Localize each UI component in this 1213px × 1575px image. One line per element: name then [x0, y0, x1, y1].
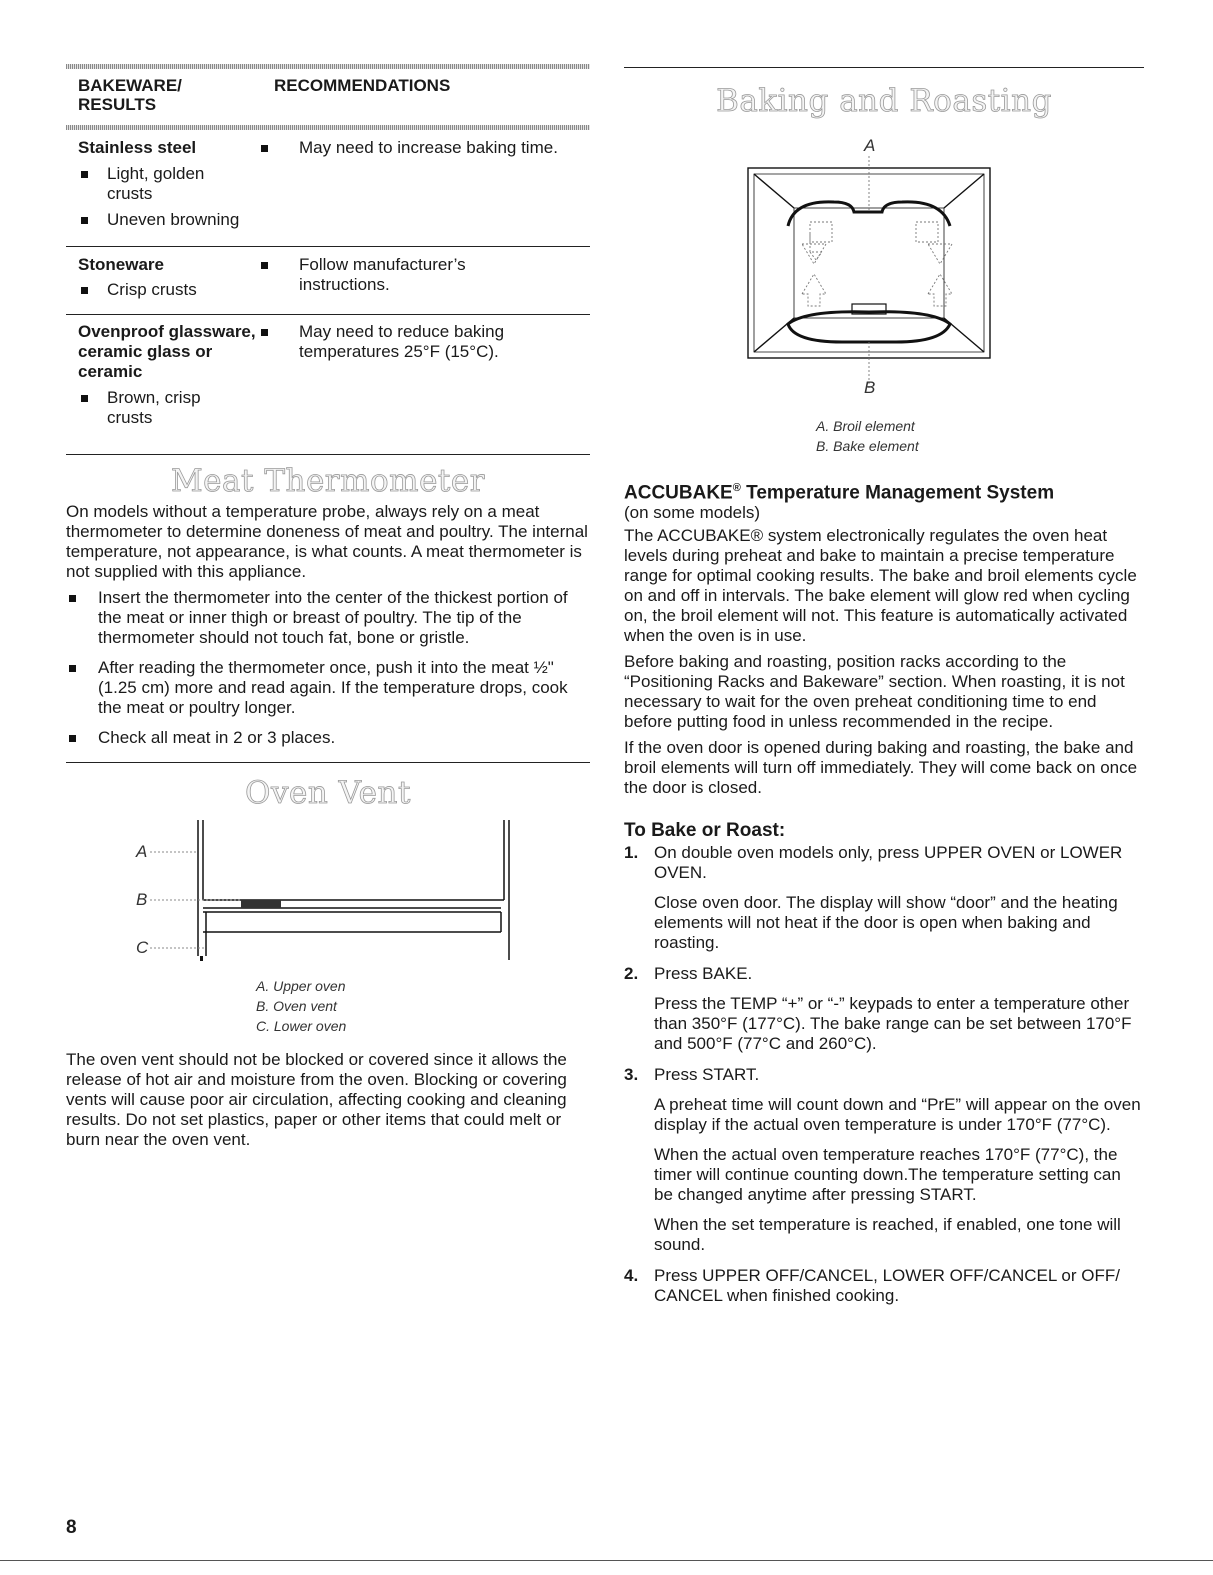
step-text: When the actual oven temperature reaches 170°F (77°C), the timer will continue counting down.The temperature setting can be changed anytime after pressing START.: [654, 1145, 1121, 1204]
material-name: Stoneware: [78, 255, 164, 274]
step-text: Press UPPER OFF/CANCEL, LOWER OFF/CANCEL or OFF/ CANCEL when finished cooking.: [654, 1266, 1120, 1305]
list-item: After reading the thermometer once, push it into the meat ½" (1.25 cm) more and read again. If the temperature drops, cook the meat or poultry longer.: [66, 658, 590, 718]
header-recommendations: RECOMMENDATIONS: [274, 76, 451, 95]
recommendation-item: May need to reduce baking temperatures 25°F (15°C).: [258, 322, 539, 362]
bake-steps-list: [624, 843, 1144, 1317]
list-item: [624, 1065, 1144, 1255]
accubake-heading: [624, 477, 1144, 504]
vent-label-b: B: [136, 890, 148, 909]
oven-cavity-illustration: [742, 156, 1002, 396]
caption-broil-element: A. Broil element: [816, 418, 915, 434]
vent-label-a: A: [136, 842, 148, 861]
step-number: 3.: [624, 1065, 639, 1084]
step-text: Press START.: [654, 1065, 760, 1084]
step-text: Close oven door. The display will show “door” and the heating elements will not heat if the door is open when baking and roasting.: [654, 893, 1118, 952]
result-item: Light, golden crusts: [78, 164, 227, 204]
list-item: Check all meat in 2 or 3 places.: [66, 728, 590, 748]
result-item: Uneven browning: [78, 210, 268, 230]
page-number: 8: [66, 1517, 77, 1538]
accubake-heading-brand: ACCUBAKE: [624, 482, 733, 504]
meat-thermometer-list: [66, 588, 590, 758]
caption-upper-oven: A. Upper oven: [256, 978, 346, 994]
oven-vent-illustration: [136, 816, 526, 976]
meat-thermometer-intro: On models without a temperature probe, always rely on a meat thermometer to determine doneness of meat and poultry. The internal temperature, not appearance, is what counts. A meat thermometer is not supplied with this appliance.: [66, 502, 588, 581]
result-item: Crisp crusts: [78, 280, 268, 300]
material-name: Stainless steel: [78, 138, 197, 157]
step-text: Press the TEMP “+” or “-” keypads to enter a temperature other than 350°F (177°C). The bake range can be set between 170°F and 500°F (77°C and 260°C).: [654, 994, 1132, 1053]
vent-label-c: C: [136, 938, 149, 957]
oven-vent-title: Oven Vent: [245, 775, 411, 811]
oven-vent-text: The oven vent should not be blocked or covered since it allows the release of hot air and moisture from the oven. Blocking or covering vents will cause poor air circulation, affecting cooking and cleaning results. Do not set plastics, paper or other items that could melt or burn near the oven vent.: [66, 1050, 567, 1149]
section-divider: [66, 454, 590, 455]
recommendation-item: Follow manufacturer’s instructions.: [258, 255, 499, 295]
step-text: When the set temperature is reached, if enabled, one tone will sound.: [654, 1215, 1121, 1254]
baking-roasting-captions: [816, 416, 919, 456]
accubake-paragraph: If the oven door is opened during baking and roasting, the bake and broil elements will turn off immediately. They will come back on once the door is closed.: [624, 738, 1138, 797]
oven-vent-captions: [256, 976, 346, 1036]
element-label-a: A: [864, 136, 876, 155]
caption-oven-vent: B. Oven vent: [256, 998, 337, 1014]
section-divider: [66, 762, 590, 763]
section-divider: [624, 67, 1144, 68]
material-name: Ovenproof glassware, ceramic glass or ceramic: [78, 322, 256, 381]
list-item: [624, 964, 1144, 1054]
accubake-paragraph: Before baking and roasting, position racks according to the “Positioning Racks and Bakeware” section. When roasting, it is not necessary to wait for the oven preheat conditioning time to end before putting food in unless recommended in the recipe.: [624, 652, 1125, 731]
header-bakeware-results: BAKEWARE/ RESULTS: [78, 76, 182, 114]
baking-roasting-title: Baking and Roasting: [716, 83, 1052, 119]
step-text: On double oven models only, press UPPER OVEN or LOWER OVEN.: [654, 843, 1123, 882]
table-top-border: [66, 64, 590, 69]
table-divider: [66, 314, 590, 315]
result-item: Brown, crisp crusts: [78, 388, 217, 428]
step-text: Press BAKE.: [654, 964, 753, 983]
step-text: A preheat time will count down and “PrE” will appear on the oven display if the actual oven temperature is under 170°F (77°C).: [654, 1095, 1141, 1134]
oven-elements-diagram: [742, 134, 1002, 402]
accubake-models-note: (on some models): [624, 503, 761, 522]
step-number: 4.: [624, 1266, 639, 1285]
page-bottom-rule: [0, 1560, 1213, 1561]
table-divider: [66, 246, 590, 247]
oven-vent-diagram: [136, 816, 526, 976]
accubake-heading-rest: Temperature Management System: [740, 482, 1055, 504]
caption-bake-element: B. Bake element: [816, 438, 919, 454]
recommendation-item: May need to increase baking time.: [258, 138, 588, 158]
step-number: 1.: [624, 843, 639, 862]
to-bake-heading: To Bake or Roast:: [624, 820, 786, 841]
element-label-b: B: [864, 378, 876, 397]
accubake-paragraph: The ACCUBAKE® system electronically regulates the oven heat levels during preheat and bake to maintain a precise temperature range for optimal cooking results. The bake and broil elements cycle on and off in intervals. The bake element will glow red when cycling on, the broil element will not. This feature is automatically activated when the oven is in use.: [624, 526, 1137, 645]
step-number: 2.: [624, 964, 639, 983]
list-item: [624, 843, 1144, 953]
list-item: [624, 1266, 1144, 1306]
list-item: Insert the thermometer into the center of the thickest portion of the meat or inner thigh or breast of poultry. The tip of the thermometer should not touch fat, bone or gristle.: [66, 588, 590, 648]
caption-lower-oven: C. Lower oven: [256, 1018, 347, 1034]
table-header-border: [66, 125, 590, 130]
registered-mark: ®: [732, 482, 741, 494]
meat-thermometer-title: Meat Thermometer: [170, 463, 486, 499]
